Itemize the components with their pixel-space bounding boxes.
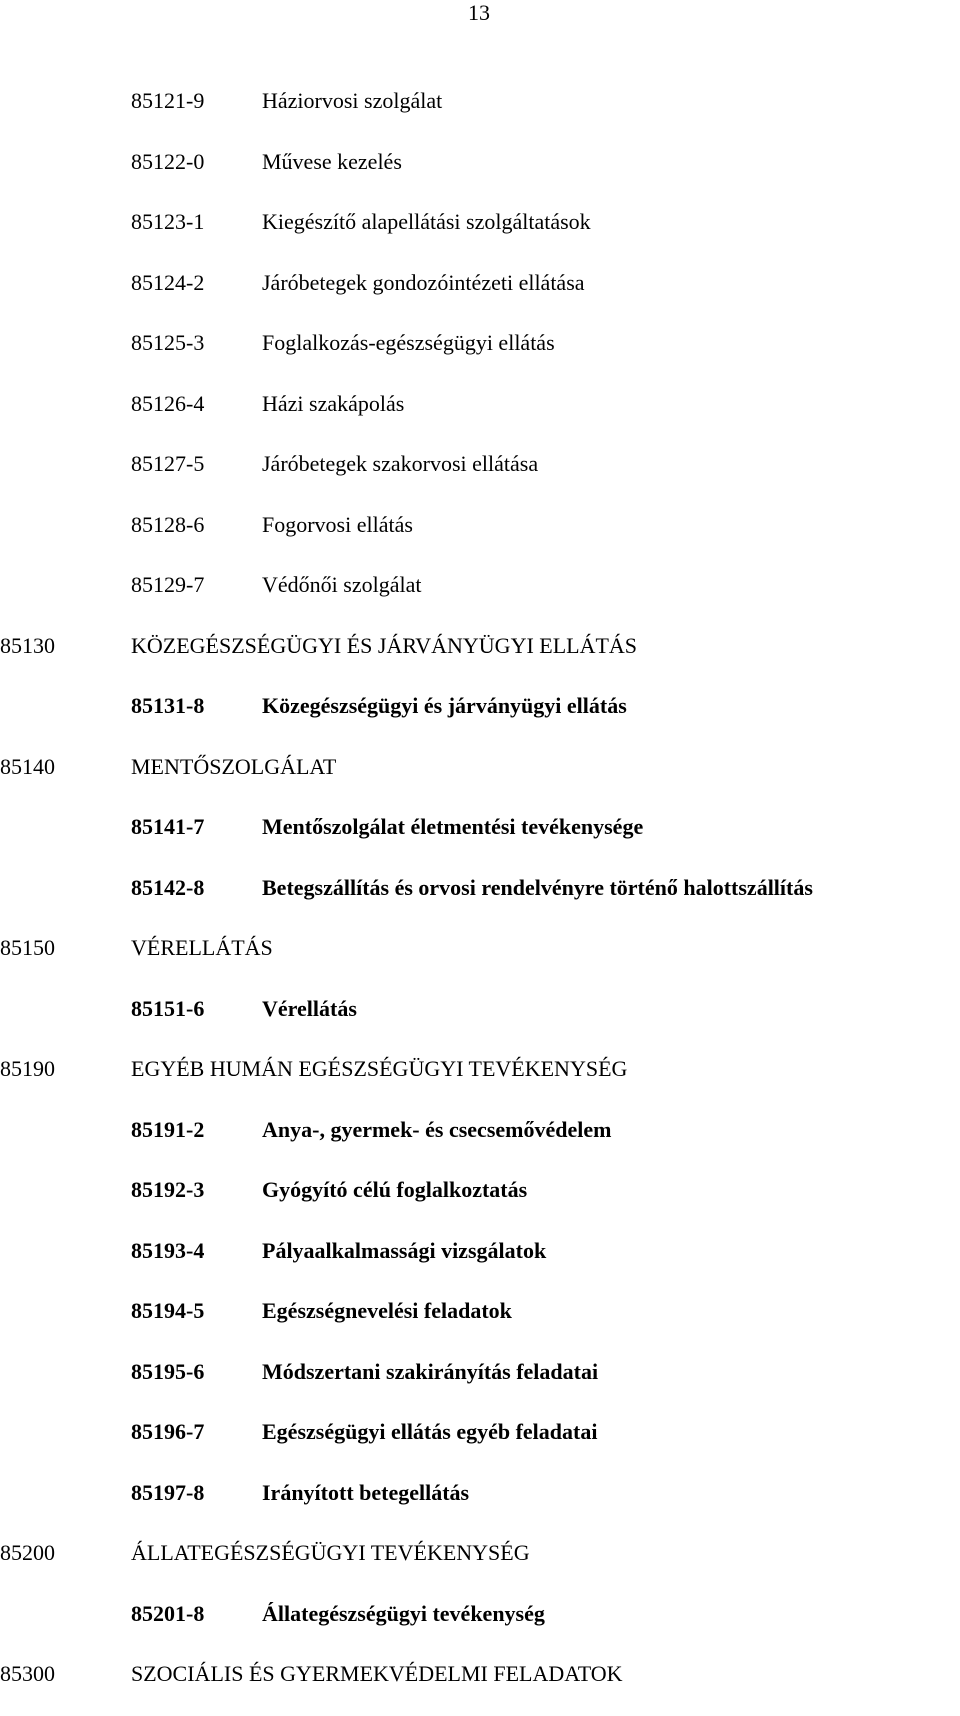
entry-code: 85196-7 <box>131 1419 205 1444</box>
entry-code: 85140 <box>0 753 55 779</box>
entry-label: Mentőszolgálat életmentési tevékenysége <box>262 814 644 839</box>
group-row <box>0 1534 960 1595</box>
list-item <box>0 1171 960 1232</box>
group-row <box>0 748 960 809</box>
entry-code: 85197-8 <box>131 1479 205 1505</box>
entry-code: 85128-6 <box>131 511 205 537</box>
entry-label: Állategészségügyi tevékenység <box>262 1600 545 1626</box>
entry-code: 85121-9 <box>131 88 205 113</box>
page-number: 13 <box>468 0 490 25</box>
entry-code: 85194-5 <box>131 1298 205 1323</box>
entry-label: Irányított betegellátás <box>262 1479 470 1505</box>
entry-code: 85123-1 <box>131 209 205 234</box>
entry-code: 85201-8 <box>131 1600 205 1626</box>
entry-code: 85190 <box>0 1056 55 1081</box>
list-item <box>0 1595 960 1656</box>
entry-code: 85300 <box>0 1661 55 1686</box>
entry-code: 85192-3 <box>131 1177 205 1202</box>
list-item <box>0 1353 960 1414</box>
entry-code: 85150 <box>0 935 55 960</box>
list-item <box>0 1474 960 1535</box>
entry-label: Módszertani szakirányítás feladatai <box>262 1358 599 1384</box>
group-row <box>0 1655 960 1716</box>
list-item <box>0 869 960 930</box>
list-item <box>0 324 960 385</box>
entry-label: Fogorvosi ellátás <box>262 511 413 537</box>
entry-code: 85131-8 <box>131 693 205 718</box>
list-item <box>0 385 960 446</box>
list-item <box>0 143 960 204</box>
entry-code: 85141-7 <box>131 814 205 839</box>
entry-label: MENTŐSZOLGÁLAT <box>131 753 337 779</box>
entry-label: Betegszállítás és orvosi rendelvényre történő halottszállítás <box>262 874 813 900</box>
entry-label: Vérellátás <box>262 995 357 1021</box>
list-item <box>0 445 960 506</box>
list-item <box>0 264 960 325</box>
entry-code: 85126-4 <box>131 390 205 416</box>
list-item <box>0 566 960 627</box>
list-item <box>0 1111 960 1172</box>
entry-label: KÖZEGÉSZSÉGÜGYI ÉS JÁRVÁNYÜGYI ELLÁTÁS <box>131 632 638 658</box>
entry-label: EGYÉB HUMÁN EGÉSZSÉGÜGYI TEVÉKENYSÉG <box>131 1056 628 1081</box>
entry-label: Járóbetegek gondozóintézeti ellátása <box>262 269 585 295</box>
entry-label: VÉRELLÁTÁS <box>131 935 273 960</box>
entry-label: Foglalkozás-egészségügyi ellátás <box>262 330 555 355</box>
list-item <box>0 82 960 143</box>
list-item <box>0 687 960 748</box>
entry-label: Járóbetegek szakorvosi ellátása <box>262 451 539 476</box>
entry-label: ÁLLATEGÉSZSÉGÜGYI TEVÉKENYSÉG <box>131 1540 530 1565</box>
classification-list <box>0 82 960 1716</box>
entry-code: 85193-4 <box>131 1237 205 1263</box>
list-item <box>0 506 960 567</box>
entry-label: Gyógyító célú foglalkoztatás <box>262 1177 528 1202</box>
list-item <box>0 990 960 1051</box>
entry-label: Védőnői szolgálat <box>262 572 422 597</box>
entry-code: 85127-5 <box>131 451 205 476</box>
entry-code: 85151-6 <box>131 995 205 1021</box>
entry-label: Pályaalkalmassági vizsgálatok <box>262 1237 547 1263</box>
group-row <box>0 1050 960 1111</box>
entry-label: Művese kezelés <box>262 148 402 174</box>
entry-code: 85130 <box>0 632 55 658</box>
entry-label: SZOCIÁLIS ÉS GYERMEKVÉDELMI FELADATOK <box>131 1661 623 1686</box>
entry-label: Közegészségügyi és járványügyi ellátás <box>262 693 627 718</box>
list-item <box>0 1413 960 1474</box>
list-item <box>0 203 960 264</box>
entry-label: Anya-, gyermek- és csecsemővédelem <box>262 1116 612 1142</box>
entry-code: 85191-2 <box>131 1116 205 1142</box>
list-item <box>0 1292 960 1353</box>
entry-code: 85124-2 <box>131 269 205 295</box>
entry-label: Kiegészítő alapellátási szolgáltatások <box>262 209 591 234</box>
entry-label: Háziorvosi szolgálat <box>262 88 443 113</box>
entry-code: 85129-7 <box>131 572 205 597</box>
entry-label: Egészségnevelési feladatok <box>262 1298 512 1323</box>
entry-code: 85122-0 <box>131 148 205 174</box>
group-row <box>0 627 960 688</box>
entry-label: Házi szakápolás <box>262 390 405 416</box>
entry-label: Egészségügyi ellátás egyéb feladatai <box>262 1419 598 1444</box>
entry-code: 85142-8 <box>131 874 205 900</box>
entry-code: 85195-6 <box>131 1358 205 1384</box>
entry-code: 85200 <box>0 1540 55 1565</box>
group-row <box>0 929 960 990</box>
entry-code: 85125-3 <box>131 330 205 355</box>
list-item <box>0 808 960 869</box>
list-item <box>0 1232 960 1293</box>
